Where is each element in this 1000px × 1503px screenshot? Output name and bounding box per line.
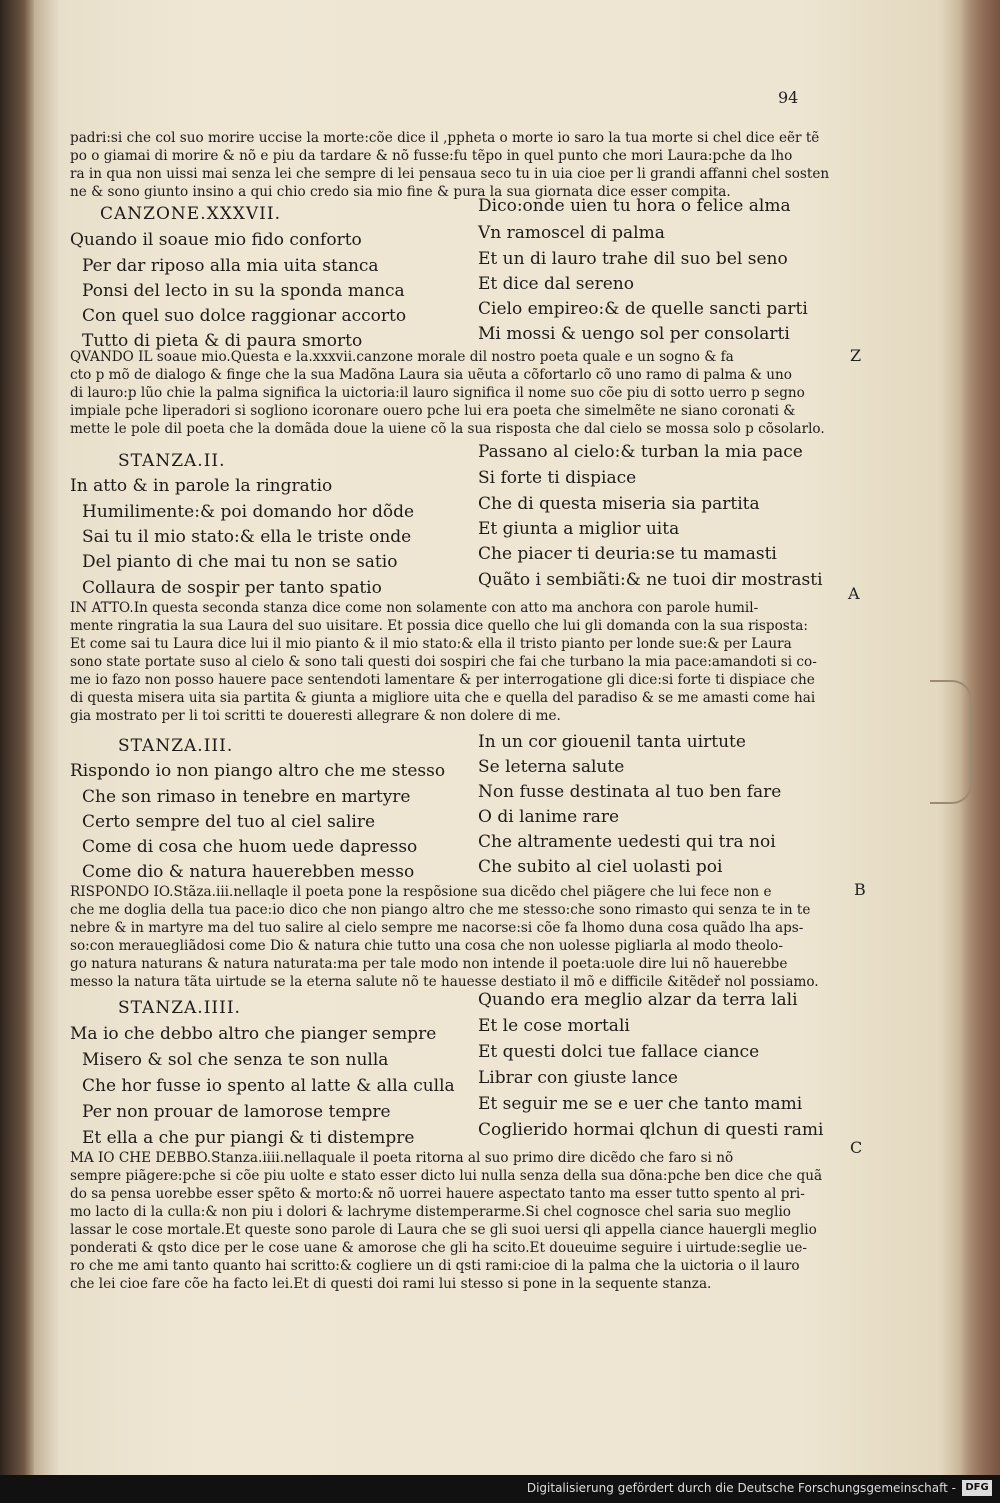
- verse-line: Quando il soaue mio fido conforto: [70, 230, 362, 250]
- commentary-line: ra in qua non uissi mai senza lei che sempre di lei pensaua seco tu in uia cioe per li grandi affanni chel sosten: [70, 166, 830, 182]
- commentary-line: IN ATTO.In questa seconda stanza dice come non solamente con atto ma anchora con parole humil-: [70, 600, 759, 616]
- margin-letter-b: B: [854, 880, 866, 899]
- commentary-line: gia mostrato per li toi scritti te doueresti allegrare & non dolere di me.: [70, 708, 561, 724]
- margin-letter-a: A: [848, 584, 860, 603]
- margin-letter-c: C: [850, 1138, 863, 1157]
- commentary-line: messo la natura tãta uirtude se la eterna salute nõ te hauesse destiato il mõ e difficile &itẽdeř nol possiamo.: [70, 974, 819, 990]
- digitization-footer: [0, 1475, 1000, 1503]
- commentary-line: mo lacto di la culla:& non piu i dolori & lachryme distemperarme.Si chel cognosce chel saria suo meglio: [70, 1204, 791, 1220]
- commentary-line: lassar le cose mortale.Et queste sono parole di Laura che se gli suoi uersi qli appella ciance hauergli meglio: [70, 1222, 817, 1238]
- verse-line: In un cor giouenil tanta uirtute: [478, 732, 746, 752]
- commentary-line: sempre piãgere:pche si cõe piu uolte e stato esser dicto lui nulla senza della sua dõna:pche ben dice che quã: [70, 1168, 823, 1184]
- verse-line: Che son rimaso in tenebre en martyre: [82, 787, 411, 807]
- verse-line: Per non prouar de lamorose tempre: [82, 1102, 391, 1122]
- commentary-line: MA IO CHE DEBBO.Stanza.iiii.nellaquale il poeta ritorna al suo primo dire dicẽdo che faro si nõ: [70, 1150, 734, 1166]
- verse-line: Come di cosa che huom uede dapresso: [82, 837, 418, 857]
- commentary-line: ne & sono giunto insino a qui chio credo sia mio fine & pura la sua giornata dice esser compita.: [70, 184, 731, 200]
- verse-line: Tutto di pieta & di paura smorto: [82, 331, 363, 351]
- verse-line: Mi mossi & uengo sol per consolarti: [478, 324, 790, 344]
- verse-line: Et un di lauro trahe dil suo bel seno: [478, 249, 788, 269]
- commentary-line: che me doglia della tua pace:io dico che non piango altro che me stesso:che sono rimasto qui senza te in te: [70, 902, 811, 918]
- commentary-line: sono state portate suso al cielo & sono tali questi doi sospiri che fai che turbano la mia pace:amandoti si co-: [70, 654, 817, 670]
- verse-line: Che hor fusse io spento al latte & alla culla: [82, 1076, 455, 1096]
- verse-line: Quãto i sembiãti:& ne tuoi dir mostrasti: [478, 570, 823, 590]
- commentary-line: impiale pche liperadori si sogliono icoronare ouero pche lui era poeta che simelmẽte ne siano coronati &: [70, 403, 796, 419]
- verse-line: Et giunta a miglior uita: [478, 519, 680, 539]
- verse-line: Et seguir me se e uer che tanto mami: [478, 1094, 803, 1114]
- stanza-heading: STANZA.IIII.: [118, 998, 241, 1018]
- stanza-heading: STANZA.III.: [118, 736, 234, 756]
- commentary-line: ponderati & qsto dice per le cose uane & amorose che gli ha scito.Et doueuime seguire i uirtude:seglie ue-: [70, 1240, 807, 1256]
- commentary-line: RISPONDO IO.Stãza.iii.nellaqle il poeta pone la respõsione sua dicẽdo chel piãgere che lui fece non e: [70, 884, 772, 900]
- commentary-line: padri:si che col suo morire uccise la morte:cõe dice il ,ppheta o morte io saro la tua morte si chel dice eẽr tẽ: [70, 130, 820, 146]
- verse-line: Et dice dal sereno: [478, 274, 634, 294]
- verse-line: Non fusse destinata al tuo ben fare: [478, 782, 782, 802]
- commentary-line: so:con merauegliãdosi come Dio & natura chie tutto una cosa che non uolesse pigliarla al modo theolo-: [70, 938, 783, 954]
- verse-line: Librar con giuste lance: [478, 1068, 678, 1088]
- commentary-line: mette le pole dil poeta che la domãda doue la uiene cõ la sua risposta che dal cielo se mossa solo p cõsolarlo.: [70, 421, 825, 437]
- funding-note: Digitalisierung gefördert durch die Deutsche Forschungsgemeinschaft -: [526, 1481, 956, 1495]
- verse-line: Con quel suo dolce raggionar accorto: [82, 306, 407, 326]
- commentary-line: cto p mõ de dialogo & finge che la sua Madõna Laura sia uẽuta a cõfortarlo cõ uno ramo di palma & uno: [70, 367, 792, 383]
- verse-line: Humilimente:& poi domando hor dõde: [82, 502, 415, 522]
- dfg-logo: DFG: [962, 1480, 992, 1496]
- commentary-line: di questa misera uita sia partita & giunta a migliore uita che e quella del paradiso & se me amasti come hai: [70, 690, 816, 706]
- verse-line: Come dio & natura hauerebben messo: [82, 862, 415, 882]
- commentary-line: nebre & in martyre ma del tuo salire al cielo sempre me nacorse:si cõe fa lhomo duna cosa quãdo lha aps-: [70, 920, 804, 936]
- verse-line: Che piacer ti deuria:se tu mamasti: [478, 544, 777, 564]
- verse-line: In atto & in parole la ringratio: [70, 476, 333, 496]
- commentary-line: go natura naturans & natura naturata:ma per tale modo non intende il poeta:uole dire lui nõ hauerebbe: [70, 956, 788, 972]
- verse-line: Si forte ti dispiace: [478, 468, 637, 488]
- commentary-line: po o giamai di morire & nõ e piu da tardare & nõ fusse:fu tẽpo in quel punto che mori Laura:pche da lho: [70, 148, 793, 164]
- verse-line: O di lanime rare: [478, 807, 620, 827]
- verse-line: Che altramente uedesti qui tra noi: [478, 832, 776, 852]
- verse-line: Et questi dolci tue fallace ciance: [478, 1042, 760, 1062]
- commentary-line: Et come sai tu Laura dice lui il mio pianto & il mio stato:& ella il tristo pianto per londe sue:& per Laura: [70, 636, 792, 652]
- verse-line: Et le cose mortali: [478, 1016, 630, 1036]
- verse-line: Vn ramoscel di palma: [478, 223, 665, 243]
- commentary-line: QVANDO IL soaue mio.Questa e la.xxxvii.canzone morale dil nostro poeta quale e un sogno & fa: [70, 349, 734, 365]
- commentary-line: do sa pensa uorebbe esser spẽto & morto:& nõ uorrei hauere aspectato tanto ma esser tutto spento al pri-: [70, 1186, 805, 1202]
- verse-line: Dico:onde uien tu hora o felice alma: [478, 196, 791, 216]
- commentary-line: che lei cioe fare cõe ha facto lei.Et di questi doi rami lui stesso si pone in la sequente stanza.: [70, 1276, 712, 1292]
- verse-line: Che di questa miseria sia partita: [478, 494, 760, 514]
- verse-line: Per dar riposo alla mia uita stanca: [82, 256, 379, 276]
- verse-line: Cielo empireo:& de quelle sancti parti: [478, 299, 808, 319]
- commentary-line: me io fazo non posso hauere pace sentendoti lamentare & per interrogatione gli dice:si forte ti dispiace che: [70, 672, 815, 688]
- verse-line: Certo sempre del tuo al ciel salire: [82, 812, 376, 832]
- binding-edge: [0, 0, 34, 1475]
- verse-line: Sai tu il mio stato:& ella le triste onde: [82, 527, 412, 547]
- stanza-heading: CANZONE.XXXVII.: [100, 204, 282, 224]
- commentary-line: di lauro:p lũo chie la palma significa la uictoria:il lauro significa il nome suo cõe piu di sotto uerro p segno: [70, 385, 805, 401]
- commentary-line: mente ringratia la sua Laura del suo uisitare. Et possia dice quello che lui gli domanda con la sua risposta:: [70, 618, 808, 634]
- margin-letter-z: Z: [850, 346, 862, 365]
- verse-line: Ma io che debbo altro che pianger sempre: [70, 1024, 437, 1044]
- page-number: 94: [778, 88, 799, 107]
- verse-line: Ponsi del lecto in su la sponda manca: [82, 281, 405, 301]
- verse-line: Che subito al ciel uolasti poi: [478, 857, 723, 877]
- page-clip: [930, 680, 972, 804]
- verse-line: Collaura de sospir per tanto spatio: [82, 578, 382, 598]
- verse-line: Rispondo io non piango altro che me stesso: [70, 761, 446, 781]
- verse-line: Quando era meglio alzar da terra lali: [478, 990, 798, 1010]
- verse-line: Et ella a che pur piangi & ti distempre: [82, 1128, 415, 1148]
- verse-line: Coglierido hormai qlchun di questi rami: [478, 1120, 824, 1140]
- commentary-line: ro che me ami tanto quanto hai scritto:& cogliere un di qsti rami:cioe di la palma che la uictoria o il lauro: [70, 1258, 800, 1274]
- verse-line: Passano al cielo:& turban la mia pace: [478, 442, 803, 462]
- stanza-heading: STANZA.II.: [118, 451, 226, 471]
- verse-line: Del pianto di che mai tu non se satio: [82, 552, 398, 572]
- verse-line: Se leterna salute: [478, 757, 625, 777]
- verse-line: Misero & sol che senza te son nulla: [82, 1050, 389, 1070]
